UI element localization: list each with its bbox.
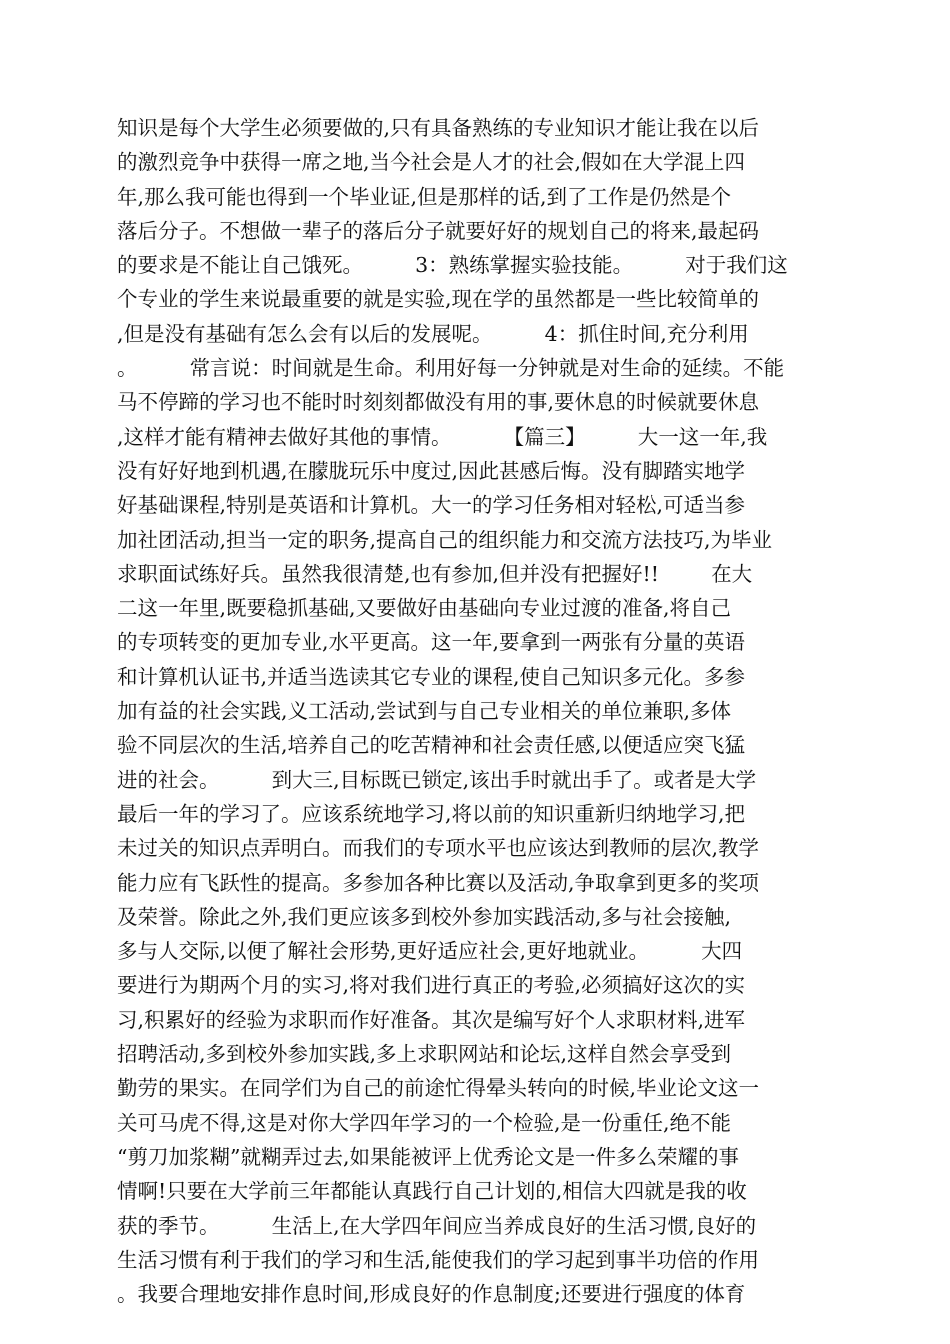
text-line: 及荣誉。除此之外,我们更应该多到校外参加实践活动,多与社会接触, xyxy=(117,904,732,929)
text-line: 最后一年的学习了。应该系统地学习,将以前的知识重新归纳地学习,把 xyxy=(117,801,746,826)
body-text xyxy=(117,111,847,1311)
text-line: 能力应有飞跃性的提高。多参加各种比赛以及活动,争取拿到更多的奖项 xyxy=(117,870,760,895)
text-line: 习,积累好的经验为求职而作好准备。其次是编写好个人求职材料,进军 xyxy=(117,1007,746,1032)
text-line: 生活习惯有利于我们的学习和生活,能使我们的学习起到事半功倍的作用 xyxy=(117,1247,760,1272)
text-line: 要进行为期两个月的实习,将对我们进行真正的考验,必须搞好这次的实 xyxy=(117,973,746,998)
text-line: 情啊!只要在大学前三年都能认真践行自己计划的,相信大四就是我的收 xyxy=(117,1179,747,1204)
text-line: 关可马虎不得,这是对你大学四年学习的一个检验,是一份重任,绝不能 xyxy=(117,1110,732,1135)
text-line: ,但是没有基础有怎么会有以后的发展呢。 4：抓住时间,充分利用 xyxy=(117,321,749,346)
text-line: ,这样才能有精神去做好其他的事情。 【篇三】 大一这一年,我 xyxy=(117,424,768,449)
text-line: 勤劳的果实。在同学们为自己的前途忙得晕头转向的时候,毕业论文这一 xyxy=(117,1076,760,1101)
text-line: 知识是每个大学生必须要做的,只有具备熟练的专业知识才能让我在以后 xyxy=(117,116,760,140)
text-line: 个专业的学生来说最重要的就是实验,现在学的虽然都是一些比较简单的 xyxy=(117,287,760,312)
text-line: 验不同层次的生活,培养自己的吃苦精神和社会责任感,以便适应突飞猛 xyxy=(117,733,746,758)
text-line: 马不停蹄的学习也不能时时刻刻都做没有用的事,要休息的时候就要休息 xyxy=(117,390,760,415)
text-line: 和计算机认证书,并适当选读其它专业的课程,使自己知识多元化。多参 xyxy=(117,664,746,689)
text-line: 多与人交际,以便了解社会形势,更好适应社会,更好地就业。 大四 xyxy=(117,939,743,964)
text-line: 未过关的知识点弄明白。而我们的专项水平也应该达到教师的层次,教学 xyxy=(117,836,760,861)
text-line: 好基础课程,特别是英语和计算机。大一的学习任务相对轻松,可适当参 xyxy=(117,493,746,518)
text-line: 落后分子。不想做一辈子的落后分子就要好好的规划自己的将来,最起码 xyxy=(117,218,760,243)
text-line: 的激烈竞争中获得一席之地,当今社会是人才的社会,假如在大学混上四 xyxy=(117,150,746,175)
text-line: 加社团活动,担当一定的职务,提高自己的组织能力和交流方法技巧,为毕业 xyxy=(117,527,773,552)
text-line: 的专项转变的更加专业,水平更高。这一年,要拿到一两张有分量的英语 xyxy=(117,630,746,655)
text-line: 获的季节。 生活上,在大学四年间应当养成良好的生活习惯,良好的 xyxy=(117,1213,757,1238)
text-line: 。 常言说：时间就是生命。利用好每一分钟就是对生命的延续。不能 xyxy=(117,356,785,381)
text-line: 求职面试练好兵。虽然我很清楚,也有参加,但并没有把握好!! 在大 xyxy=(117,561,753,586)
text-line: “剪刀加浆糊”就糊弄过去,如果能被评上优秀论文是一件多么荣耀的事 xyxy=(117,1144,739,1169)
text-line: 。我要合理地安排作息时间,形成良好的作息制度;还要进行强度的体育 xyxy=(117,1282,746,1307)
text-line: 加有益的社会实践,义工活动,尝试到与自己专业相关的单位兼职,多体 xyxy=(117,699,732,724)
text-line: 招聘活动,多到校外参加实践,多上求职网站和论坛,这样自然会享受到 xyxy=(117,1042,732,1067)
text-line: 的要求是不能让自己饿死。 3：熟练掌握实验技能。 对于我们这 xyxy=(117,253,788,278)
text-line: 进的社会。 到大三,目标既已锁定,该出手时就出手了。或者是大学 xyxy=(117,767,757,792)
text-line: 二这一年里,既要稳抓基础,又要做好由基础向专业过渡的准备,将自己 xyxy=(117,596,732,621)
text-line: 年,那么我可能也得到一个毕业证,但是那样的话,到了工作是仍然是个 xyxy=(117,184,732,209)
text-line: 没有好好地到机遇,在朦胧玩乐中度过,因此甚感后悔。没有脚踏实地学 xyxy=(117,458,746,483)
